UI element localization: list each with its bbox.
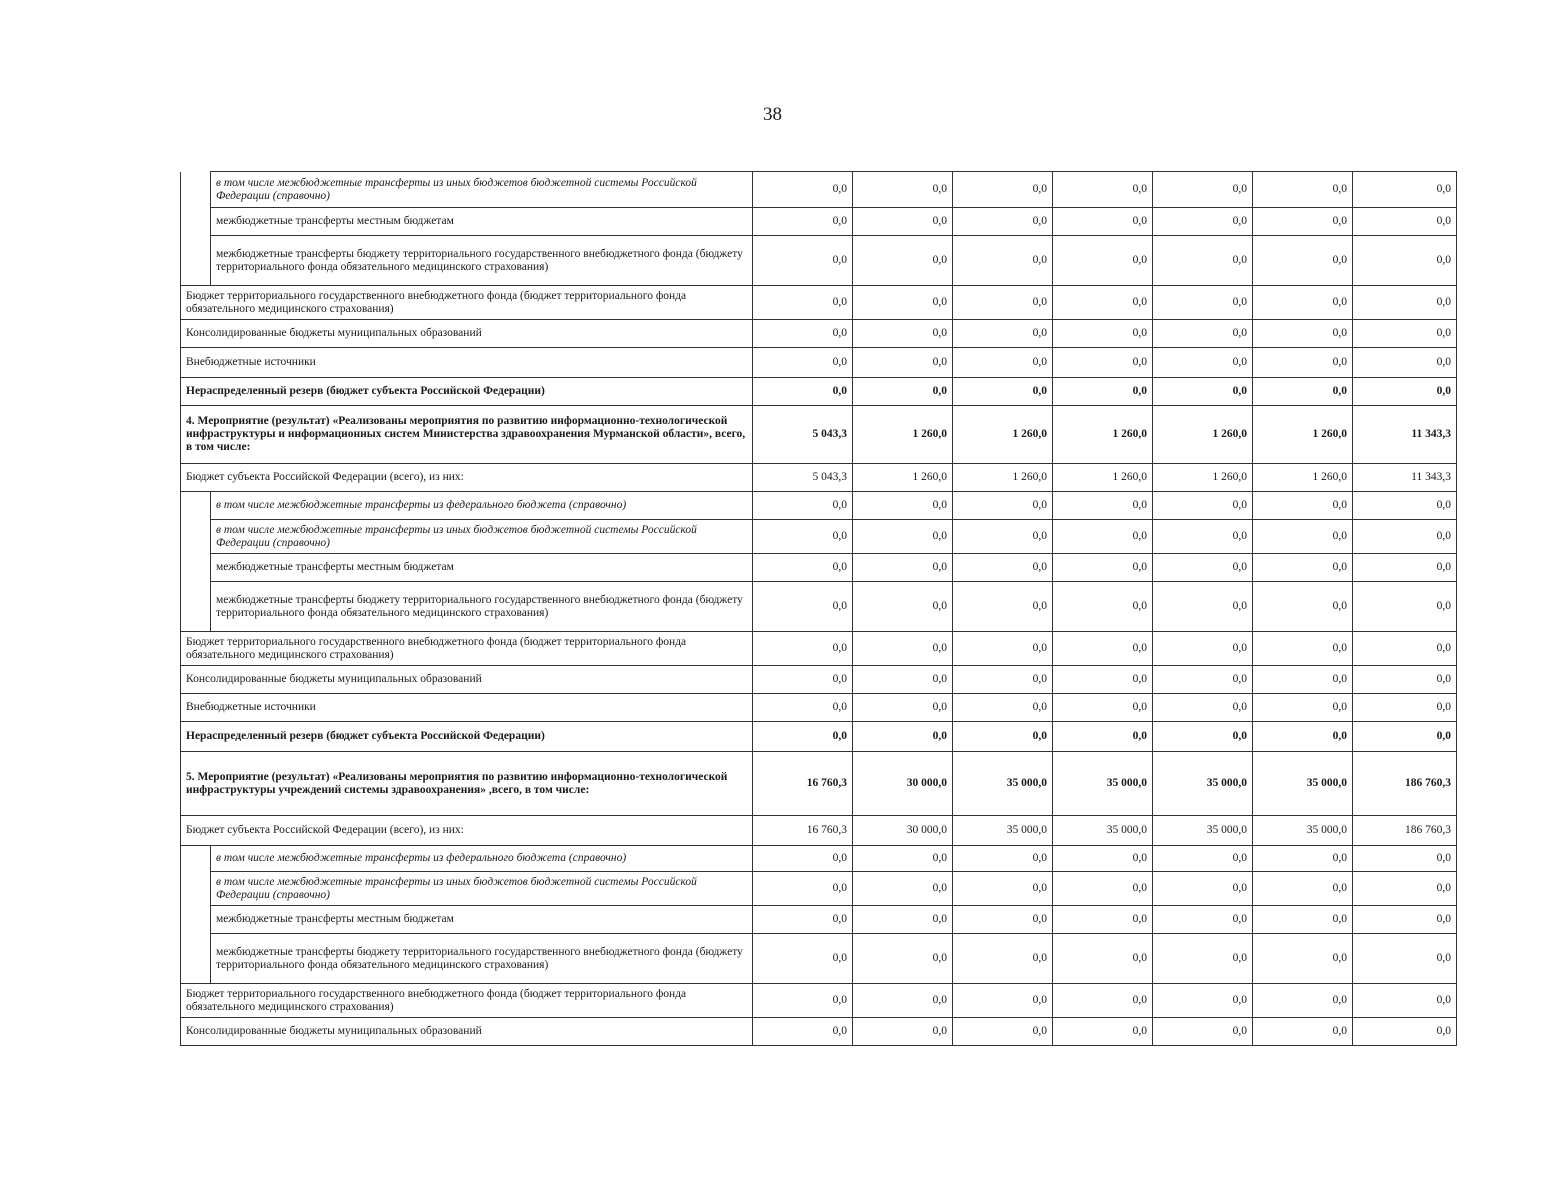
- value-cell: 0,0: [953, 378, 1053, 406]
- row-label: в том числе межбюджетные трансферты из иных бюджетов бюджетной системы Российской Федерации (справочно): [211, 520, 753, 554]
- value-cell: 0,0: [1053, 554, 1153, 582]
- value-cell: 0,0: [753, 934, 853, 984]
- value-cell: 0,0: [1053, 236, 1153, 286]
- total-cell: 0,0: [1353, 872, 1457, 906]
- row-label: межбюджетные трансферты местным бюджетам: [211, 906, 753, 934]
- value-cell: 0,0: [753, 208, 853, 236]
- value-cell: 0,0: [1053, 1018, 1153, 1046]
- total-cell: 0,0: [1353, 632, 1457, 666]
- value-cell: 0,0: [1253, 1018, 1353, 1046]
- value-cell: 0,0: [1053, 172, 1153, 208]
- value-cell: 0,0: [853, 520, 953, 554]
- row-label: межбюджетные трансферты бюджету территориального государственного внебюджетного фонда (бюджету территориального фонда обязательного медицинского страхования): [211, 934, 753, 984]
- value-cell: 0,0: [853, 236, 953, 286]
- row-label: Бюджет территориального государственного внебюджетного фонда (бюджет территориального фонда обязательного медицинского страхования): [181, 286, 753, 320]
- value-cell: 0,0: [953, 286, 1053, 320]
- value-cell: 35 000,0: [1053, 752, 1153, 816]
- value-cell: 0,0: [753, 846, 853, 872]
- value-cell: 0,0: [1053, 722, 1153, 752]
- value-cell: 0,0: [953, 582, 1053, 632]
- value-cell: 0,0: [1253, 554, 1353, 582]
- value-cell: 0,0: [753, 906, 853, 934]
- row-label: Консолидированные бюджеты муниципальных образований: [181, 320, 753, 348]
- value-cell: 0,0: [853, 554, 953, 582]
- value-cell: 0,0: [853, 320, 953, 348]
- row-label: Бюджет субъекта Российской Федерации (всего), из них:: [181, 816, 753, 846]
- row-label: Внебюджетные источники: [181, 694, 753, 722]
- total-cell: 0,0: [1353, 846, 1457, 872]
- value-cell: 1 260,0: [953, 406, 1053, 464]
- value-cell: 0,0: [1153, 984, 1253, 1018]
- row-label: Нераспределенный резерв (бюджет субъекта Российской Федерации): [181, 722, 753, 752]
- value-cell: 0,0: [1153, 208, 1253, 236]
- table-body: [181, 172, 1457, 1046]
- value-cell: 0,0: [953, 236, 1053, 286]
- total-cell: 0,0: [1353, 320, 1457, 348]
- value-cell: 0,0: [753, 694, 853, 722]
- value-cell: 0,0: [853, 582, 953, 632]
- value-cell: 0,0: [1153, 722, 1253, 752]
- value-cell: 0,0: [753, 348, 853, 378]
- indent-gutter: [181, 492, 211, 520]
- value-cell: 0,0: [1253, 934, 1353, 984]
- value-cell: 0,0: [1253, 872, 1353, 906]
- total-cell: 0,0: [1353, 1018, 1457, 1046]
- value-cell: 0,0: [753, 872, 853, 906]
- value-cell: 0,0: [753, 172, 853, 208]
- value-cell: 0,0: [853, 666, 953, 694]
- value-cell: 0,0: [953, 984, 1053, 1018]
- value-cell: 0,0: [853, 286, 953, 320]
- value-cell: 35 000,0: [1253, 752, 1353, 816]
- value-cell: 0,0: [953, 320, 1053, 348]
- value-cell: 0,0: [753, 666, 853, 694]
- value-cell: 0,0: [853, 872, 953, 906]
- value-cell: 1 260,0: [1253, 464, 1353, 492]
- value-cell: 0,0: [753, 722, 853, 752]
- value-cell: 0,0: [1253, 906, 1353, 934]
- value-cell: 0,0: [1153, 1018, 1253, 1046]
- row-label: Бюджет субъекта Российской Федерации (всего), из них:: [181, 464, 753, 492]
- value-cell: 0,0: [1153, 492, 1253, 520]
- table-row: [181, 984, 1457, 1018]
- value-cell: 0,0: [753, 236, 853, 286]
- total-cell: 0,0: [1353, 666, 1457, 694]
- row-label: в том числе межбюджетные трансферты из иных бюджетов бюджетной системы Российской Федерации (справочно): [211, 172, 753, 208]
- value-cell: 0,0: [1153, 666, 1253, 694]
- value-cell: 0,0: [1153, 286, 1253, 320]
- value-cell: 1 260,0: [1153, 406, 1253, 464]
- value-cell: 0,0: [1053, 694, 1153, 722]
- value-cell: 1 260,0: [953, 464, 1053, 492]
- value-cell: 5 043,3: [753, 464, 853, 492]
- row-label: в том числе межбюджетные трансферты из федерального бюджета (справочно): [211, 846, 753, 872]
- value-cell: 35 000,0: [953, 752, 1053, 816]
- value-cell: 0,0: [1153, 320, 1253, 348]
- value-cell: 0,0: [853, 1018, 953, 1046]
- total-cell: 0,0: [1353, 520, 1457, 554]
- value-cell: 0,0: [1253, 172, 1353, 208]
- row-label: Консолидированные бюджеты муниципальных образований: [181, 1018, 753, 1046]
- value-cell: 35 000,0: [1053, 816, 1153, 846]
- value-cell: 0,0: [1053, 934, 1153, 984]
- value-cell: 0,0: [1153, 846, 1253, 872]
- value-cell: 0,0: [1253, 378, 1353, 406]
- row-label: межбюджетные трансферты бюджету территориального государственного внебюджетного фонда (бюджету территориального фонда обязательного медицинского страхования): [211, 582, 753, 632]
- value-cell: 0,0: [853, 984, 953, 1018]
- value-cell: 0,0: [1053, 666, 1153, 694]
- value-cell: 0,0: [1253, 286, 1353, 320]
- indent-gutter: [181, 172, 211, 208]
- value-cell: 0,0: [1253, 582, 1353, 632]
- value-cell: 0,0: [1053, 872, 1153, 906]
- value-cell: 0,0: [1053, 286, 1153, 320]
- indent-gutter: [181, 520, 211, 554]
- value-cell: 0,0: [953, 632, 1053, 666]
- value-cell: 0,0: [853, 694, 953, 722]
- table-row: [181, 934, 1457, 984]
- value-cell: 0,0: [1053, 846, 1153, 872]
- row-label: межбюджетные трансферты местным бюджетам: [211, 208, 753, 236]
- total-cell: 0,0: [1353, 906, 1457, 934]
- total-cell: 0,0: [1353, 236, 1457, 286]
- value-cell: 0,0: [953, 666, 1053, 694]
- value-cell: 0,0: [1053, 320, 1153, 348]
- value-cell: 0,0: [953, 172, 1053, 208]
- total-cell: 186 760,3: [1353, 816, 1457, 846]
- table-row: [181, 236, 1457, 286]
- row-label: межбюджетные трансферты местным бюджетам: [211, 554, 753, 582]
- total-cell: 0,0: [1353, 348, 1457, 378]
- value-cell: 0,0: [753, 492, 853, 520]
- value-cell: 0,0: [953, 846, 1053, 872]
- table-row: [181, 554, 1457, 582]
- table-row: [181, 846, 1457, 872]
- row-label: Бюджет территориального государственного внебюджетного фонда (бюджет территориального фонда обязательного медицинского страхования): [181, 632, 753, 666]
- value-cell: 1 260,0: [1053, 464, 1153, 492]
- value-cell: 0,0: [1153, 872, 1253, 906]
- table-row: [181, 320, 1457, 348]
- value-cell: 0,0: [1153, 632, 1253, 666]
- value-cell: 0,0: [1053, 348, 1153, 378]
- table-row: [181, 582, 1457, 632]
- table-row: [181, 816, 1457, 846]
- row-label: Внебюджетные источники: [181, 348, 753, 378]
- value-cell: 0,0: [1153, 906, 1253, 934]
- value-cell: 5 043,3: [753, 406, 853, 464]
- table-row: [181, 632, 1457, 666]
- value-cell: 35 000,0: [1253, 816, 1353, 846]
- table-row: [181, 906, 1457, 934]
- value-cell: 0,0: [853, 906, 953, 934]
- value-cell: 0,0: [753, 582, 853, 632]
- value-cell: 0,0: [853, 378, 953, 406]
- value-cell: 0,0: [753, 286, 853, 320]
- total-cell: 0,0: [1353, 172, 1457, 208]
- value-cell: 0,0: [1053, 632, 1153, 666]
- value-cell: 0,0: [1153, 694, 1253, 722]
- indent-gutter: [181, 554, 211, 582]
- value-cell: 0,0: [953, 934, 1053, 984]
- value-cell: 1 260,0: [853, 406, 953, 464]
- value-cell: 0,0: [1253, 722, 1353, 752]
- value-cell: 0,0: [1253, 666, 1353, 694]
- value-cell: 0,0: [753, 1018, 853, 1046]
- value-cell: 0,0: [1253, 208, 1353, 236]
- value-cell: 0,0: [953, 694, 1053, 722]
- value-cell: 1 260,0: [1253, 406, 1353, 464]
- indent-gutter: [181, 582, 211, 632]
- value-cell: 0,0: [1253, 520, 1353, 554]
- value-cell: 0,0: [1253, 320, 1353, 348]
- page-number: 38: [763, 104, 782, 125]
- table-row: [181, 406, 1457, 464]
- value-cell: 0,0: [953, 906, 1053, 934]
- total-cell: 0,0: [1353, 208, 1457, 236]
- total-cell: 0,0: [1353, 286, 1457, 320]
- value-cell: 0,0: [1053, 208, 1153, 236]
- value-cell: 0,0: [953, 872, 1053, 906]
- value-cell: 0,0: [1253, 492, 1353, 520]
- value-cell: 0,0: [953, 554, 1053, 582]
- indent-gutter: [181, 236, 211, 286]
- value-cell: 0,0: [953, 722, 1053, 752]
- row-label: Нераспределенный резерв (бюджет субъекта Российской Федерации): [181, 378, 753, 406]
- value-cell: 0,0: [753, 984, 853, 1018]
- row-label: в том числе межбюджетные трансферты из иных бюджетов бюджетной системы Российской Федерации (справочно): [211, 872, 753, 906]
- value-cell: 30 000,0: [853, 752, 953, 816]
- indent-gutter: [181, 934, 211, 984]
- table-row: [181, 378, 1457, 406]
- value-cell: 0,0: [953, 1018, 1053, 1046]
- table-row: [181, 872, 1457, 906]
- value-cell: 16 760,3: [753, 752, 853, 816]
- value-cell: 0,0: [753, 520, 853, 554]
- row-label: Консолидированные бюджеты муниципальных образований: [181, 666, 753, 694]
- value-cell: 35 000,0: [1153, 816, 1253, 846]
- table-row: [181, 286, 1457, 320]
- value-cell: 0,0: [1253, 984, 1353, 1018]
- value-cell: 0,0: [953, 492, 1053, 520]
- total-cell: 0,0: [1353, 554, 1457, 582]
- value-cell: 0,0: [853, 846, 953, 872]
- value-cell: 0,0: [1153, 378, 1253, 406]
- value-cell: 35 000,0: [953, 816, 1053, 846]
- row-label: 4. Мероприятие (результат) «Реализованы мероприятия по развитию информационно-технологической инфраструктуры и информационных систем Министерства здравоохранения Мурманской области», всего, в том числе:: [181, 406, 753, 464]
- value-cell: 0,0: [853, 722, 953, 752]
- value-cell: 0,0: [1053, 906, 1153, 934]
- value-cell: 0,0: [1153, 236, 1253, 286]
- value-cell: 0,0: [853, 934, 953, 984]
- budget-table: [180, 171, 1457, 1046]
- value-cell: 0,0: [1253, 632, 1353, 666]
- row-label: в том числе межбюджетные трансферты из федерального бюджета (справочно): [211, 492, 753, 520]
- indent-gutter: [181, 846, 211, 872]
- value-cell: 0,0: [753, 554, 853, 582]
- value-cell: 0,0: [1253, 694, 1353, 722]
- indent-gutter: [181, 906, 211, 934]
- table-row: [181, 492, 1457, 520]
- table-row: [181, 752, 1457, 816]
- value-cell: 0,0: [1153, 554, 1253, 582]
- indent-gutter: [181, 872, 211, 906]
- total-cell: 11 343,3: [1353, 464, 1457, 492]
- indent-gutter: [181, 208, 211, 236]
- table-row: [181, 666, 1457, 694]
- total-cell: 0,0: [1353, 722, 1457, 752]
- value-cell: 0,0: [1253, 348, 1353, 378]
- total-cell: 0,0: [1353, 934, 1457, 984]
- value-cell: 0,0: [753, 320, 853, 348]
- value-cell: 0,0: [1053, 984, 1153, 1018]
- value-cell: 1 260,0: [1053, 406, 1153, 464]
- value-cell: 0,0: [953, 520, 1053, 554]
- table-row: [181, 464, 1457, 492]
- total-cell: 0,0: [1353, 492, 1457, 520]
- value-cell: 0,0: [1153, 348, 1253, 378]
- table-row: [181, 722, 1457, 752]
- value-cell: 0,0: [1053, 492, 1153, 520]
- table-row: [181, 1018, 1457, 1046]
- table-row: [181, 348, 1457, 378]
- total-cell: 0,0: [1353, 378, 1457, 406]
- value-cell: 0,0: [1153, 582, 1253, 632]
- value-cell: 0,0: [753, 632, 853, 666]
- value-cell: 0,0: [1253, 846, 1353, 872]
- value-cell: 30 000,0: [853, 816, 953, 846]
- total-cell: 0,0: [1353, 582, 1457, 632]
- row-label: межбюджетные трансферты бюджету территориального государственного внебюджетного фонда (бюджету территориального фонда обязательного медицинского страхования): [211, 236, 753, 286]
- row-label: Бюджет территориального государственного внебюджетного фонда (бюджет территориального фонда обязательного медицинского страхования): [181, 984, 753, 1018]
- value-cell: 0,0: [1153, 520, 1253, 554]
- value-cell: 1 260,0: [1153, 464, 1253, 492]
- value-cell: 1 260,0: [853, 464, 953, 492]
- value-cell: 0,0: [953, 348, 1053, 378]
- value-cell: 0,0: [853, 172, 953, 208]
- value-cell: 0,0: [1053, 520, 1153, 554]
- value-cell: 0,0: [853, 492, 953, 520]
- table-row: [181, 520, 1457, 554]
- table-row: [181, 172, 1457, 208]
- value-cell: 0,0: [1053, 582, 1153, 632]
- table-row: [181, 208, 1457, 236]
- value-cell: 0,0: [853, 348, 953, 378]
- value-cell: 0,0: [1253, 236, 1353, 286]
- value-cell: 0,0: [1153, 934, 1253, 984]
- row-label: 5. Мероприятие (результат) «Реализованы мероприятия по развитию информационно-технологической инфраструктуры учреждений системы здравоохранения» ,всего, в том числе:: [181, 752, 753, 816]
- total-cell: 0,0: [1353, 694, 1457, 722]
- total-cell: 0,0: [1353, 984, 1457, 1018]
- table-row: [181, 694, 1457, 722]
- value-cell: 0,0: [853, 208, 953, 236]
- value-cell: 0,0: [953, 208, 1053, 236]
- value-cell: 0,0: [853, 632, 953, 666]
- value-cell: 35 000,0: [1153, 752, 1253, 816]
- value-cell: 0,0: [753, 378, 853, 406]
- value-cell: 0,0: [1053, 378, 1153, 406]
- total-cell: 186 760,3: [1353, 752, 1457, 816]
- value-cell: 16 760,3: [753, 816, 853, 846]
- value-cell: 0,0: [1153, 172, 1253, 208]
- total-cell: 11 343,3: [1353, 406, 1457, 464]
